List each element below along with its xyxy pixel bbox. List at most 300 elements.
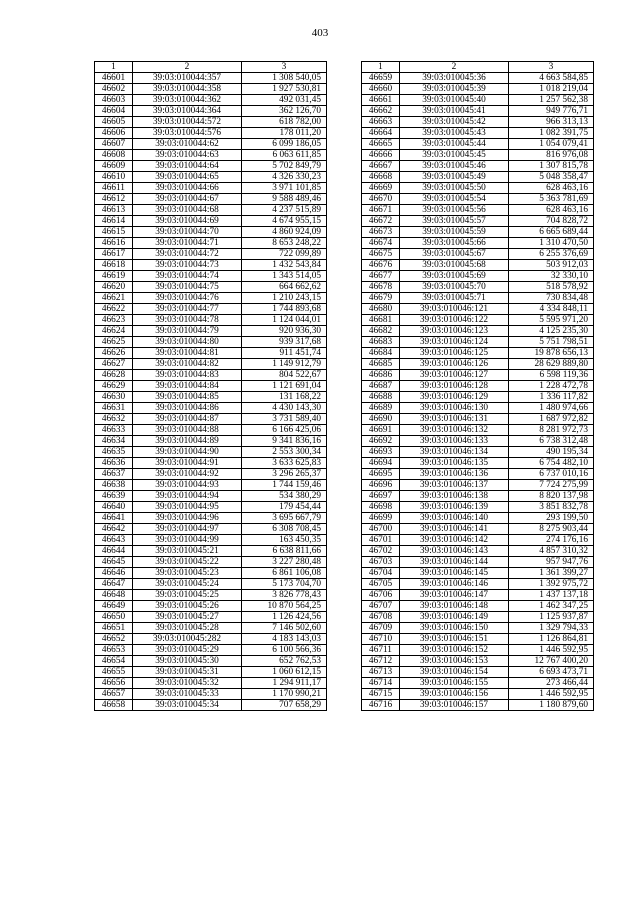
row-number: 46608	[95, 150, 133, 161]
row-number: 46706	[362, 590, 400, 601]
row-number: 46665	[362, 139, 400, 150]
cadastral-number: 39:03:010044:362	[133, 95, 242, 106]
row-number: 46631	[95, 403, 133, 414]
row-number: 46711	[362, 645, 400, 656]
cadastral-number: 39:03:010046:143	[400, 546, 509, 557]
table-row	[95, 370, 327, 381]
table-row	[95, 348, 327, 359]
row-number: 46685	[362, 359, 400, 370]
cadastral-value: 1 126 424,56	[242, 612, 327, 623]
cadastral-number: 39:03:010044:74	[133, 271, 242, 282]
cadastral-value: 4 857 310,32	[509, 546, 594, 557]
cadastral-value: 6 166 425,06	[242, 425, 327, 436]
table-row	[95, 359, 327, 370]
cadastral-number: 39:03:010045:23	[133, 568, 242, 579]
row-number: 46677	[362, 271, 400, 282]
row-number: 46644	[95, 546, 133, 557]
cadastral-number: 39:03:010044:82	[133, 359, 242, 370]
cadastral-number: 39:03:010044:70	[133, 227, 242, 238]
row-number: 46664	[362, 128, 400, 139]
table-row	[95, 139, 327, 150]
table-row	[95, 469, 327, 480]
row-number: 46612	[95, 194, 133, 205]
row-number: 46659	[362, 73, 400, 84]
table-row	[362, 425, 594, 436]
cadastral-number: 39:03:010044:62	[133, 139, 242, 150]
cadastral-value: 1 432 543,84	[242, 260, 327, 271]
cadastral-value: 7 724 275,99	[509, 480, 594, 491]
cadastral-number: 39:03:010044:93	[133, 480, 242, 491]
row-number: 46611	[95, 183, 133, 194]
row-number: 46681	[362, 315, 400, 326]
cadastral-number: 39:03:010044:64	[133, 161, 242, 172]
table-row	[362, 392, 594, 403]
row-number: 46629	[95, 381, 133, 392]
table-row	[362, 590, 594, 601]
cadastral-value: 4 860 924,09	[242, 227, 327, 238]
row-number: 46607	[95, 139, 133, 150]
row-number: 46620	[95, 282, 133, 293]
row-number: 46604	[95, 106, 133, 117]
cadastral-value: 1 310 470,50	[509, 238, 594, 249]
cadastral-value: 6 099 186,05	[242, 139, 327, 150]
cadastral-value: 6 063 611,85	[242, 150, 327, 161]
table-row	[362, 502, 594, 513]
cadastral-value: 707 658,29	[242, 700, 327, 711]
cadastral-number: 39:03:010046:129	[400, 392, 509, 403]
row-number: 46638	[95, 480, 133, 491]
header-col-1: 1	[95, 62, 133, 73]
row-number: 46673	[362, 227, 400, 238]
row-number: 46646	[95, 568, 133, 579]
cadastral-value: 939 317,68	[242, 337, 327, 348]
row-number: 46668	[362, 172, 400, 183]
cadastral-value: 1 054 079,41	[509, 139, 594, 150]
row-number: 46671	[362, 205, 400, 216]
cadastral-number: 39:03:010044:72	[133, 249, 242, 260]
cadastral-value: 3 971 101,85	[242, 183, 327, 194]
cadastral-value: 4 125 235,30	[509, 326, 594, 337]
cadastral-value: 1 060 612,15	[242, 667, 327, 678]
row-number: 46601	[95, 73, 133, 84]
cadastral-number: 39:03:010046:137	[400, 480, 509, 491]
cadastral-value: 949 776,71	[509, 106, 594, 117]
table-left-body	[95, 73, 327, 711]
cadastral-number: 39:03:010044:86	[133, 403, 242, 414]
cadastral-number: 39:03:010045:30	[133, 656, 242, 667]
table-row	[362, 337, 594, 348]
row-number: 46675	[362, 249, 400, 260]
cadastral-number: 39:03:010045:54	[400, 194, 509, 205]
cadastral-number: 39:03:010046:141	[400, 524, 509, 535]
cadastral-number: 39:03:010044:81	[133, 348, 242, 359]
cadastral-number: 39:03:010045:56	[400, 205, 509, 216]
cadastral-value: 4 183 143,03	[242, 634, 327, 645]
cadastral-number: 39:03:010044:76	[133, 293, 242, 304]
cadastral-number: 39:03:010046:153	[400, 656, 509, 667]
cadastral-number: 39:03:010044:90	[133, 447, 242, 458]
cadastral-value: 1 308 540,05	[242, 73, 327, 84]
table-row	[95, 678, 327, 689]
cadastral-value: 1 446 592,95	[509, 689, 594, 700]
row-number: 46648	[95, 590, 133, 601]
table-row	[95, 172, 327, 183]
cadastral-value: 1 210 243,15	[242, 293, 327, 304]
table-row	[362, 348, 594, 359]
cadastral-number: 39:03:010044:87	[133, 414, 242, 425]
table-row	[362, 436, 594, 447]
table-right	[361, 61, 594, 711]
cadastral-value: 8 820 137,98	[509, 491, 594, 502]
row-number: 46651	[95, 623, 133, 634]
table-row	[95, 524, 327, 535]
cadastral-number: 39:03:010046:132	[400, 425, 509, 436]
row-number: 46679	[362, 293, 400, 304]
table-row	[95, 183, 327, 194]
table-row	[362, 447, 594, 458]
cadastral-number: 39:03:010044:85	[133, 392, 242, 403]
table-row	[95, 337, 327, 348]
cadastral-value: 1 480 974,66	[509, 403, 594, 414]
cadastral-value: 6 754 482,10	[509, 458, 594, 469]
table-row	[95, 425, 327, 436]
row-number: 46702	[362, 546, 400, 557]
row-number: 46682	[362, 326, 400, 337]
cadastral-number: 39:03:010044:79	[133, 326, 242, 337]
cadastral-number: 39:03:010046:123	[400, 326, 509, 337]
header-col-3: 3	[242, 62, 327, 73]
row-number: 46613	[95, 205, 133, 216]
table-row	[362, 117, 594, 128]
row-number: 46634	[95, 436, 133, 447]
table-row	[362, 524, 594, 535]
cadastral-value: 2 553 300,34	[242, 447, 327, 458]
cadastral-value: 1 228 472,78	[509, 381, 594, 392]
row-number: 46641	[95, 513, 133, 524]
cadastral-number: 39:03:010044:71	[133, 238, 242, 249]
table-row	[95, 689, 327, 700]
cadastral-number: 39:03:010044:576	[133, 128, 242, 139]
table-row	[362, 260, 594, 271]
table-row	[95, 414, 327, 425]
header-col-3: 3	[509, 62, 594, 73]
cadastral-value: 28 629 889,80	[509, 359, 594, 370]
row-number: 46701	[362, 535, 400, 546]
cadastral-value: 1 361 399,27	[509, 568, 594, 579]
cadastral-value: 10 870 564,25	[242, 601, 327, 612]
cadastral-number: 39:03:010045:50	[400, 183, 509, 194]
cadastral-value: 5 363 781,69	[509, 194, 594, 205]
cadastral-number: 39:03:010045:25	[133, 590, 242, 601]
cadastral-value: 4 237 515,89	[242, 205, 327, 216]
cadastral-number: 39:03:010044:572	[133, 117, 242, 128]
row-number: 46624	[95, 326, 133, 337]
table-row	[362, 469, 594, 480]
table-row	[362, 414, 594, 425]
table-row	[362, 282, 594, 293]
row-number: 46669	[362, 183, 400, 194]
cadastral-value: 32 330,10	[509, 271, 594, 282]
cadastral-number: 39:03:010046:128	[400, 381, 509, 392]
cadastral-number: 39:03:010045:31	[133, 667, 242, 678]
cadastral-value: 518 578,92	[509, 282, 594, 293]
row-number: 46656	[95, 678, 133, 689]
table-row	[362, 403, 594, 414]
table-row	[95, 117, 327, 128]
row-number: 46662	[362, 106, 400, 117]
table-row	[95, 458, 327, 469]
row-number: 46621	[95, 293, 133, 304]
table-row	[95, 634, 327, 645]
row-number: 46696	[362, 480, 400, 491]
cadastral-number: 39:03:010044:358	[133, 84, 242, 95]
row-number: 46715	[362, 689, 400, 700]
row-number: 46703	[362, 557, 400, 568]
table-row	[362, 205, 594, 216]
row-number: 46649	[95, 601, 133, 612]
row-number: 46705	[362, 579, 400, 590]
cadastral-value: 12 767 400,20	[509, 656, 594, 667]
table-right-body	[362, 73, 594, 711]
cadastral-number: 39:03:010045:282	[133, 634, 242, 645]
cadastral-number: 39:03:010045:26	[133, 601, 242, 612]
table-row	[95, 700, 327, 711]
table-row	[95, 612, 327, 623]
cadastral-number: 39:03:010046:149	[400, 612, 509, 623]
cadastral-number: 39:03:010044:94	[133, 491, 242, 502]
cadastral-value: 4 674 955,15	[242, 216, 327, 227]
table-row	[95, 491, 327, 502]
cadastral-value: 1 687 972,82	[509, 414, 594, 425]
cadastral-value: 534 380,29	[242, 491, 327, 502]
table-row	[95, 326, 327, 337]
cadastral-number: 39:03:010045:36	[400, 73, 509, 84]
cadastral-value: 911 451,74	[242, 348, 327, 359]
table-row	[362, 700, 594, 711]
cadastral-number: 39:03:010046:156	[400, 689, 509, 700]
cadastral-value: 1 124 044,01	[242, 315, 327, 326]
cadastral-number: 39:03:010045:40	[400, 95, 509, 106]
row-number: 46615	[95, 227, 133, 238]
row-number: 46605	[95, 117, 133, 128]
cadastral-number: 39:03:010045:33	[133, 689, 242, 700]
cadastral-value: 3 296 265,37	[242, 469, 327, 480]
row-number: 46657	[95, 689, 133, 700]
table-row	[362, 546, 594, 557]
row-number: 46676	[362, 260, 400, 271]
row-number: 46658	[95, 700, 133, 711]
table-row	[362, 568, 594, 579]
table-header-row	[362, 62, 594, 73]
row-number: 46660	[362, 84, 400, 95]
cadastral-number: 39:03:010046:152	[400, 645, 509, 656]
row-number: 46632	[95, 414, 133, 425]
table-row	[362, 227, 594, 238]
cadastral-number: 39:03:010046:130	[400, 403, 509, 414]
cadastral-value: 1 170 990,21	[242, 689, 327, 700]
cadastral-value: 652 762,53	[242, 656, 327, 667]
cadastral-value: 3 633 625,83	[242, 458, 327, 469]
cadastral-value: 730 834,48	[509, 293, 594, 304]
table-row	[362, 194, 594, 205]
cadastral-number: 39:03:010046:151	[400, 634, 509, 645]
table-row	[362, 634, 594, 645]
row-number: 46643	[95, 535, 133, 546]
cadastral-value: 4 663 584,85	[509, 73, 594, 84]
cadastral-number: 39:03:010046:127	[400, 370, 509, 381]
row-number: 46692	[362, 436, 400, 447]
cadastral-value: 293 199,50	[509, 513, 594, 524]
table-row	[95, 436, 327, 447]
cadastral-value: 1 927 530,81	[242, 84, 327, 95]
cadastral-value: 4 334 848,11	[509, 304, 594, 315]
cadastral-number: 39:03:010044:65	[133, 172, 242, 183]
row-number: 46640	[95, 502, 133, 513]
header-col-2: 2	[400, 62, 509, 73]
cadastral-value: 1 462 347,25	[509, 601, 594, 612]
cadastral-number: 39:03:010046:124	[400, 337, 509, 348]
table-left	[94, 61, 327, 711]
cadastral-number: 39:03:010046:136	[400, 469, 509, 480]
cadastral-value: 618 782,00	[242, 117, 327, 128]
row-number: 46708	[362, 612, 400, 623]
table-row	[362, 579, 594, 590]
cadastral-number: 39:03:010044:92	[133, 469, 242, 480]
table-row	[362, 645, 594, 656]
table-row	[95, 656, 327, 667]
table-row	[95, 161, 327, 172]
cadastral-value: 7 146 502,60	[242, 623, 327, 634]
table-row	[362, 95, 594, 106]
cadastral-number: 39:03:010046:147	[400, 590, 509, 601]
row-number: 46654	[95, 656, 133, 667]
cadastral-number: 39:03:010044:67	[133, 194, 242, 205]
cadastral-value: 492 031,45	[242, 95, 327, 106]
cadastral-number: 39:03:010045:71	[400, 293, 509, 304]
header-col-2: 2	[133, 62, 242, 73]
cadastral-number: 39:03:010046:148	[400, 601, 509, 612]
cadastral-number: 39:03:010044:357	[133, 73, 242, 84]
row-number: 46619	[95, 271, 133, 282]
cadastral-number: 39:03:010044:83	[133, 370, 242, 381]
cadastral-value: 1 307 815,78	[509, 161, 594, 172]
table-row	[95, 216, 327, 227]
cadastral-value: 8 281 972,73	[509, 425, 594, 436]
cadastral-value: 1 336 117,82	[509, 392, 594, 403]
cadastral-value: 3 695 667,79	[242, 513, 327, 524]
cadastral-value: 274 176,16	[509, 535, 594, 546]
cadastral-number: 39:03:010044:99	[133, 535, 242, 546]
table-row	[362, 557, 594, 568]
row-number: 46639	[95, 491, 133, 502]
row-number: 46630	[95, 392, 133, 403]
table-row	[362, 139, 594, 150]
cadastral-number: 39:03:010046:146	[400, 579, 509, 590]
cadastral-value: 1 121 691,04	[242, 381, 327, 392]
cadastral-number: 39:03:010045:24	[133, 579, 242, 590]
row-number: 46690	[362, 414, 400, 425]
row-number: 46636	[95, 458, 133, 469]
table-row	[362, 370, 594, 381]
cadastral-value: 8 653 248,22	[242, 238, 327, 249]
table-row	[95, 194, 327, 205]
page-number: 403	[311, 27, 329, 39]
cadastral-value: 1 082 391,75	[509, 128, 594, 139]
table-row	[362, 359, 594, 370]
cadastral-number: 39:03:010046:140	[400, 513, 509, 524]
cadastral-number: 39:03:010045:66	[400, 238, 509, 249]
cadastral-value: 179 454,44	[242, 502, 327, 513]
row-number: 46670	[362, 194, 400, 205]
cadastral-value: 3 731 589,40	[242, 414, 327, 425]
table-row	[95, 260, 327, 271]
row-number: 46667	[362, 161, 400, 172]
row-number: 46628	[95, 370, 133, 381]
table-row	[95, 381, 327, 392]
table-row	[362, 84, 594, 95]
table-row	[362, 73, 594, 84]
table-row	[362, 106, 594, 117]
table-row	[95, 315, 327, 326]
table-row	[95, 95, 327, 106]
table-row	[362, 271, 594, 282]
cadastral-number: 39:03:010045:68	[400, 260, 509, 271]
cadastral-number: 39:03:010044:75	[133, 282, 242, 293]
row-number: 46622	[95, 304, 133, 315]
cadastral-number: 39:03:010044:84	[133, 381, 242, 392]
table-row	[95, 150, 327, 161]
cadastral-number: 39:03:010045:59	[400, 227, 509, 238]
row-number: 46606	[95, 128, 133, 139]
cadastral-value: 628 463,16	[509, 205, 594, 216]
cadastral-number: 39:03:010044:91	[133, 458, 242, 469]
table-row	[95, 392, 327, 403]
row-number: 46694	[362, 458, 400, 469]
table-row	[362, 293, 594, 304]
row-number: 46678	[362, 282, 400, 293]
cadastral-value: 5 048 358,47	[509, 172, 594, 183]
cadastral-value: 8 275 903,44	[509, 524, 594, 535]
row-number: 46614	[95, 216, 133, 227]
table-row	[95, 568, 327, 579]
cadastral-value: 503 912,03	[509, 260, 594, 271]
row-number: 46680	[362, 304, 400, 315]
cadastral-number: 39:03:010044:77	[133, 304, 242, 315]
cadastral-number: 39:03:010046:138	[400, 491, 509, 502]
cadastral-value: 1 018 219,04	[509, 84, 594, 95]
cadastral-value: 6 737 010,16	[509, 469, 594, 480]
table-row	[95, 579, 327, 590]
table-row	[362, 128, 594, 139]
table-row	[95, 480, 327, 491]
table-row	[95, 590, 327, 601]
row-number: 46642	[95, 524, 133, 535]
cadastral-value: 163 450,35	[242, 535, 327, 546]
cadastral-number: 39:03:010045:43	[400, 128, 509, 139]
cadastral-number: 39:03:010046:144	[400, 557, 509, 568]
cadastral-value: 6 308 708,45	[242, 524, 327, 535]
cadastral-number: 39:03:010045:57	[400, 216, 509, 227]
cadastral-number: 39:03:010044:95	[133, 502, 242, 513]
row-number: 46683	[362, 337, 400, 348]
cadastral-number: 39:03:010045:42	[400, 117, 509, 128]
cadastral-number: 39:03:010045:67	[400, 249, 509, 260]
cadastral-value: 1 294 911,17	[242, 678, 327, 689]
cadastral-value: 6 665 689,44	[509, 227, 594, 238]
cadastral-value: 6 638 811,66	[242, 546, 327, 557]
cadastral-value: 4 326 330,23	[242, 172, 327, 183]
table-row	[362, 667, 594, 678]
